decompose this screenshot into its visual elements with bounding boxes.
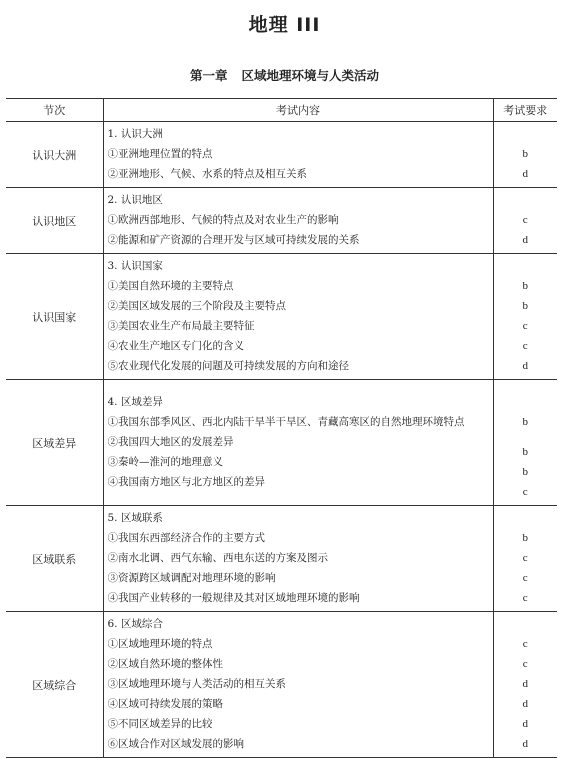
table-header-row — [6, 99, 557, 122]
content-item: ②能源和矿产资源的合理开发与区域可持续发展的关系 — [107, 234, 360, 246]
content-item: ⑤不同区域差异的比较 — [107, 718, 213, 730]
section-requirements — [493, 506, 557, 612]
section-name: 区域综合 — [6, 612, 103, 758]
content-item: ①美国自然环境的主要特点 — [107, 280, 234, 292]
content-item: ①欧洲西部地形、气候的特点及对农业生产的影响 — [107, 214, 339, 226]
requirement-spacer — [494, 508, 558, 528]
content-item: ④我国产业转移的一般规律及其对区域地理环境的影响 — [107, 592, 360, 604]
section-content — [103, 188, 493, 254]
content-item: ②美国区域发展的三个阶段及主要特点 — [107, 300, 286, 312]
section-content — [103, 506, 493, 612]
header-section: 节次 — [6, 99, 103, 122]
requirement-level: b — [522, 280, 528, 292]
content-item: ④我国南方地区与北方地区的差异 — [107, 476, 265, 488]
requirement-level: b — [522, 466, 528, 478]
section-content — [103, 380, 493, 506]
content-item: ②亚洲地形、气候、水系的特点及相互关系 — [107, 168, 307, 180]
requirement-level: b — [522, 446, 528, 458]
requirement-level: b — [522, 532, 528, 544]
requirement-level: c — [522, 214, 528, 226]
requirement-level: d — [522, 698, 528, 710]
section-content — [103, 612, 493, 758]
requirement-level: d — [522, 234, 528, 246]
section-content — [103, 122, 493, 188]
section-heading: 5. 区域联系 — [107, 512, 163, 524]
content-item: ②南水北调、西气东输、西电东送的方案及图示 — [107, 552, 328, 564]
section-requirements — [493, 122, 557, 188]
exam-requirements-table — [6, 98, 557, 758]
content-item: ③美国农业生产布局最主要特征 — [107, 320, 255, 332]
table-row — [6, 188, 557, 254]
requirement-level: c — [522, 320, 528, 332]
page-title: 地理 III — [248, 14, 321, 36]
requirement-level: c — [522, 592, 528, 604]
content-item: ③秦岭—淮河的地理意义 — [107, 456, 223, 468]
content-item: ①亚洲地理位置的特点 — [107, 148, 213, 160]
table-row — [6, 380, 557, 506]
section-name: 认识大洲 — [6, 122, 103, 188]
requirement-level: c — [522, 552, 528, 564]
section-heading: 6. 区域综合 — [107, 618, 163, 630]
requirement-level: d — [522, 738, 528, 750]
section-name: 认识国家 — [6, 254, 103, 380]
table-row — [6, 254, 557, 380]
requirement-level: c — [522, 658, 528, 670]
chapter-heading — [0, 66, 569, 84]
table-row — [6, 612, 557, 758]
content-item: ②我国四大地区的发展差异 — [107, 436, 234, 448]
content-item: ①区域地理环境的特点 — [107, 638, 213, 650]
section-heading: 3. 认识国家 — [107, 260, 163, 272]
requirement-level: b — [522, 416, 528, 428]
content-item: ⑥区域合作对区域发展的影响 — [107, 738, 244, 750]
requirement-spacer — [494, 124, 558, 144]
requirement-level: d — [522, 360, 528, 372]
section-requirements — [493, 254, 557, 380]
chapter-title: 区域地理环境与人类活动 — [241, 68, 380, 83]
content-item: ①我国东部季风区、西北内陆干旱半干旱区、青藏高寒区的自然地理环境特点 — [107, 416, 465, 428]
section-name: 区域差异 — [6, 380, 103, 506]
section-heading: 4. 区域差异 — [107, 396, 163, 408]
requirement-level: c — [522, 486, 528, 498]
section-heading: 1. 认识大洲 — [107, 128, 163, 140]
content-item: ③资源跨区域调配对地理环境的影响 — [107, 572, 276, 584]
section-heading: 2. 认识地区 — [107, 194, 163, 206]
section-requirements — [493, 188, 557, 254]
header-content: 考试内容 — [103, 99, 493, 122]
requirement-level: b — [522, 300, 528, 312]
chapter-number: 第一章 — [189, 68, 228, 83]
section-name: 认识地区 — [6, 188, 103, 254]
requirement-spacer — [494, 190, 558, 210]
content-item: ⑤农业现代化发展的问题及可持续发展的方向和途径 — [107, 360, 349, 372]
requirement-level: c — [522, 572, 528, 584]
requirement-level: d — [522, 678, 528, 690]
requirement-level: c — [522, 340, 528, 352]
content-item: ①我国东西部经济合作的主要方式 — [107, 532, 265, 544]
content-item: ③区域地理环境与人类活动的相互关系 — [107, 678, 286, 690]
table-row — [6, 506, 557, 612]
content-item: ④农业生产地区专门化的含义 — [107, 340, 244, 352]
section-requirements — [493, 380, 557, 506]
header-requirement: 考试要求 — [493, 99, 557, 122]
requirement-level: c — [522, 638, 528, 650]
requirement-level: d — [522, 168, 528, 180]
requirement-spacer — [494, 382, 558, 402]
table-row — [6, 122, 557, 188]
content-item: ②区域自然环境的整体性 — [107, 658, 223, 670]
section-requirements — [493, 612, 557, 758]
content-item: ④区域可持续发展的策略 — [107, 698, 223, 710]
table-body — [6, 122, 557, 758]
requirement-level: b — [522, 148, 528, 160]
section-name: 区域联系 — [6, 506, 103, 612]
requirement-spacer — [494, 614, 558, 634]
section-content — [103, 254, 493, 380]
requirement-spacer — [494, 256, 558, 276]
requirement-level: d — [522, 718, 528, 730]
